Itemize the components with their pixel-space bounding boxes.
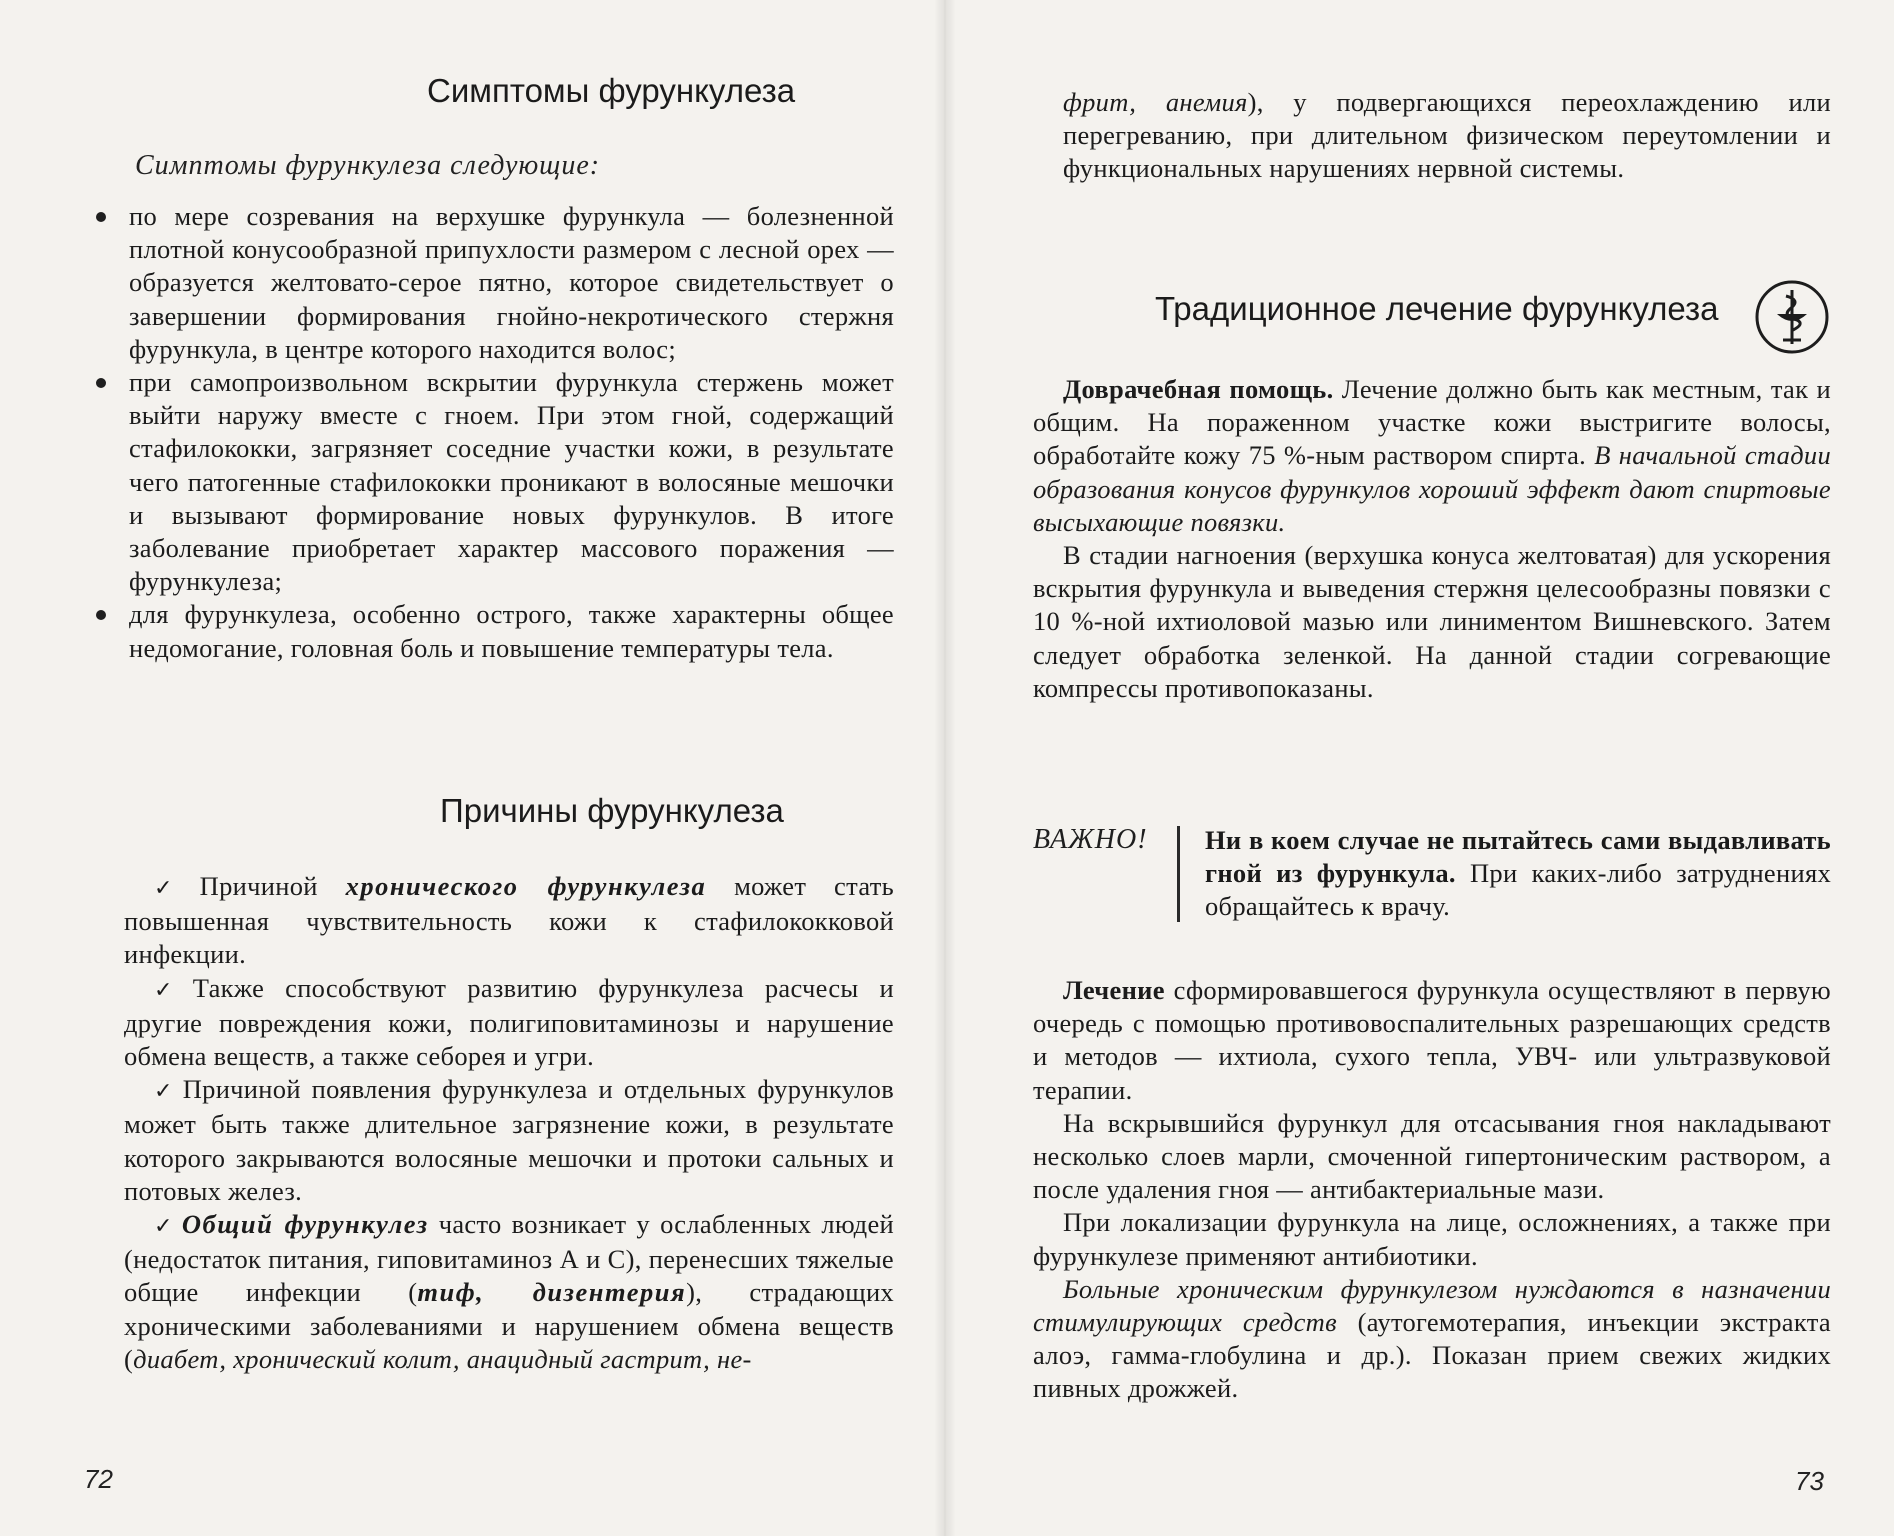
cause-paragraph: ✓ Причиной появления фурункулеза и отдельных фурункулов может быть также длительное загрязнение кожи, в результате которого закрываются волосяные мешочки и протоки сальных и потовых желез. bbox=[124, 1074, 895, 1206]
symptom-item: по мере созревания на верхушке фурункула — болезненной плотной конусообразной припухлости размером с лесной орех — образуется желтовато-серое пятно, которое свидетельствует о завершении формирования гнойно-некротического стержня фурункула, в центре которого находится волос; bbox=[96, 200, 894, 366]
checkmark-icon: ✓ bbox=[154, 1214, 176, 1240]
cause-paragraph: ✓ Также способствуют развитию фурункулеза расчесы и другие повреждения кожи, полигиповитаминозы и нарушение обмена веществ, а также себорея и угри. bbox=[124, 972, 894, 1072]
continuation-paragraph: фрит, анемия), у подвергающихся переохлаждению или перегреванию, при длительном физическом переутомлении и функциональных нарушениях нервной системы. bbox=[1063, 87, 1831, 184]
treatment-details bbox=[1033, 974, 1831, 1406]
symptom-item: для фурункулеза, особенно острого, также характерны общее недомогание, головная боль и повышение температуры тела. bbox=[96, 598, 894, 664]
warning-divider bbox=[1177, 826, 1180, 922]
stage-paragraph: В стадии нагноения (верхушка конуса желтоватая) для ускорения вскрытия фурункула и выведения стержня целесообразны повязки с 10 %-ной ихтиоловой мазью или линиментом Вишневского. Затем следует обработка зеленкой. На данной стадии согревающие компрессы противопоказаны. bbox=[1033, 540, 1831, 703]
first-aid-paragraph: Доврачебная помощь. Лечение должно быть как местным, так и общим. На пораженном участке кожи выстригите волосы, обработайте кожу 75 %-ным раствором спирта. В начальной стадии образования конусов фурункулов хороший эффект дают спиртовые высыхающие повязки. bbox=[1033, 374, 1831, 537]
symptoms-intro: Симптомы фурункулеза следующие: bbox=[135, 150, 601, 181]
warning-text: Ни в коем случае не пытайтесь сами выдавливать гной из фурункула. При каких-либо затруднениях обращайтесь к врачу. bbox=[1205, 825, 1831, 922]
heading-treatment: Традиционное лечение фурункулеза bbox=[1155, 290, 1719, 327]
symptom-item: при самопроизвольном вскрытии фурункула стержень может выйти наружу вместе с гноем. При этом гной, содержащий стафилококки, загрязняет соседние участки кожи, в результате чего патогенные стафилококки проникают в волосяные мешочки и вызывают формирование новых фурункулов. В итоге заболевание приобретает характер массового поражения — фурункулеза; bbox=[96, 366, 894, 598]
cause-paragraph: ✓ Общий фурункулез часто возникает у ослабленных людей (недостаток питания, гиповитаминоз А и С), перенесших тяжелые общие инфекции (тиф, дизентерия), страдающих хроническими заболеваниями и нарушением обмена веществ (диабет, хронический колит, анацидный гастрит, не- bbox=[124, 1209, 894, 1374]
bullet-icon bbox=[96, 378, 106, 388]
bowl-of-hygieia-icon bbox=[1753, 278, 1831, 356]
face-paragraph: При локализации фурункула на лице, осложнениях, а также при фурункулезе применяют антибиотики. bbox=[1033, 1207, 1831, 1271]
treatment-paragraph: Лечение сформировавшегося фурункула осуществляют в первую очередь с помощью противовоспалительных разрешающих средств и методов — ихтиола, сухого тепла, УВЧ- или ультразвуковой терапии. bbox=[1033, 975, 1831, 1105]
page-number-right: 73 bbox=[1795, 1466, 1824, 1496]
opened-paragraph: На вскрывшийся фурункул для отсасывания гноя накладывают несколько слоев марли, смоченной гипертоническим раствором, а после удаления гноя — антибактериальные мази. bbox=[1033, 1107, 1831, 1205]
page-number-left: 72 bbox=[84, 1464, 113, 1494]
treatment-section bbox=[1033, 373, 1831, 705]
bullet-icon bbox=[96, 212, 106, 222]
cause-paragraph: ✓ Причиной хронического фурункулеза может стать повышенная чувствительность кожи к стафилококковой инфекции. bbox=[124, 871, 894, 970]
right-page bbox=[945, 0, 1894, 1536]
bullet-icon bbox=[96, 610, 106, 620]
checkmark-icon: ✓ bbox=[154, 1079, 177, 1105]
warning-label: ВАЖНО! bbox=[1033, 824, 1148, 855]
checkmark-icon: ✓ bbox=[154, 876, 194, 901]
causes-section bbox=[124, 870, 894, 1376]
heading-causes: Причины фурункулеза bbox=[440, 792, 784, 829]
chronic-paragraph: Больные хроническим фурункулезом нуждаются в назначении стимулирующих средств (аутогемотерапия, инъекции экстракта алоэ, гамма-глобулина и др.). Показан прием свежих жидких пивных дрожжей. bbox=[1033, 1273, 1831, 1404]
symptoms-list bbox=[96, 200, 894, 665]
heading-symptoms: Симптомы фурункулеза bbox=[427, 72, 796, 109]
left-page bbox=[0, 0, 945, 1536]
checkmark-icon: ✓ bbox=[154, 977, 187, 1003]
